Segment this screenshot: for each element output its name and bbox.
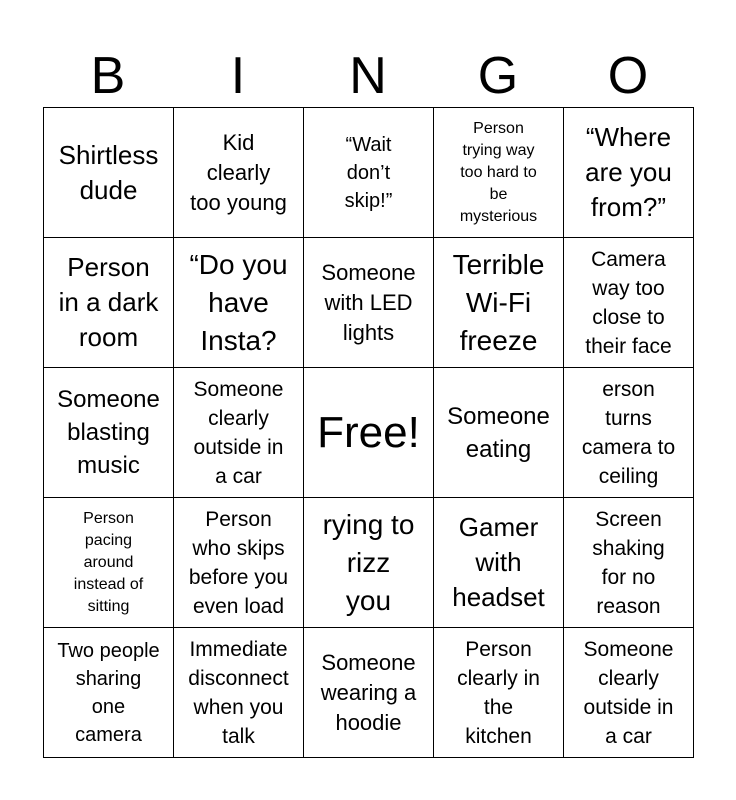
bingo-cell[interactable] — [434, 368, 564, 498]
header-letter-o: O — [607, 47, 649, 105]
cell-text: Someone blasting music — [57, 386, 160, 479]
cell-text: erson turns camera to ceiling — [581, 377, 676, 488]
bingo-cell[interactable] — [564, 108, 694, 238]
bingo-cell[interactable] — [44, 628, 174, 758]
bingo-cell[interactable] — [174, 108, 304, 238]
bingo-cell[interactable] — [564, 628, 694, 758]
cell-text: Person pacing around instead of sitting — [73, 509, 144, 615]
bingo-header — [43, 44, 693, 108]
cell-text: Immediate disconnect when you talk — [188, 637, 289, 748]
cell-text: Terrible Wi-Fi freeze — [452, 248, 545, 356]
cell-text: Someone with LED lights — [321, 259, 416, 345]
bingo-cell[interactable] — [434, 108, 564, 238]
cell-text: Screen shaking for no reason — [592, 507, 665, 618]
header-letter-i: I — [230, 47, 246, 105]
bingo-cell[interactable] — [44, 368, 174, 498]
free-space-label: Free! — [317, 407, 420, 457]
cell-text: Person clearly in the kitchen — [457, 637, 540, 748]
bingo-cell[interactable] — [174, 628, 304, 758]
cell-text: “Where are you from?” — [585, 122, 672, 222]
bingo-cell[interactable] — [434, 628, 564, 758]
bingo-cell[interactable] — [564, 498, 694, 628]
bingo-cell[interactable] — [304, 628, 434, 758]
bingo-cell[interactable] — [44, 238, 174, 368]
cell-text: rying to rizz you — [322, 508, 415, 616]
cell-text: Someone eating — [447, 402, 550, 463]
bingo-cell[interactable] — [44, 498, 174, 628]
header-letter-b: B — [90, 47, 126, 105]
cell-text: Person in a dark room — [58, 252, 159, 352]
cell-text: Shirtless dude — [58, 139, 159, 205]
bingo-cell[interactable] — [434, 238, 564, 368]
bingo-cell[interactable] — [304, 498, 434, 628]
header-letter-g: G — [477, 47, 519, 105]
header-letter-n: N — [349, 47, 387, 105]
cell-text: Someone clearly outside in a car — [193, 377, 284, 488]
cell-text: Someone clearly outside in a car — [583, 637, 674, 748]
cell-text: Gamer with headset — [452, 512, 545, 612]
cell-text: Two people sharing one camera — [57, 639, 160, 746]
bingo-cell[interactable] — [434, 498, 564, 628]
bingo-cell[interactable] — [174, 368, 304, 498]
bingo-cell[interactable] — [304, 108, 434, 238]
cell-text: “Wait don’t skip!” — [344, 133, 393, 212]
bingo-cell[interactable] — [304, 238, 434, 368]
bingo-cell-free[interactable] — [304, 368, 434, 498]
bingo-cell[interactable] — [564, 368, 694, 498]
cell-text: Someone wearing a hoodie — [320, 649, 417, 735]
bingo-cell[interactable] — [44, 108, 174, 238]
bingo-cell[interactable] — [564, 238, 694, 368]
bingo-board — [43, 107, 694, 758]
bingo-cell[interactable] — [174, 498, 304, 628]
cell-text: “Do you have Insta? — [189, 248, 288, 356]
cell-text: Kid clearly too young — [190, 129, 287, 215]
cell-text: Person who skips before you even load — [188, 507, 289, 618]
cell-text: Person trying way too hard to be mysterious — [459, 119, 538, 225]
cell-text: Camera way too close to their face — [585, 247, 672, 358]
bingo-cell[interactable] — [174, 238, 304, 368]
